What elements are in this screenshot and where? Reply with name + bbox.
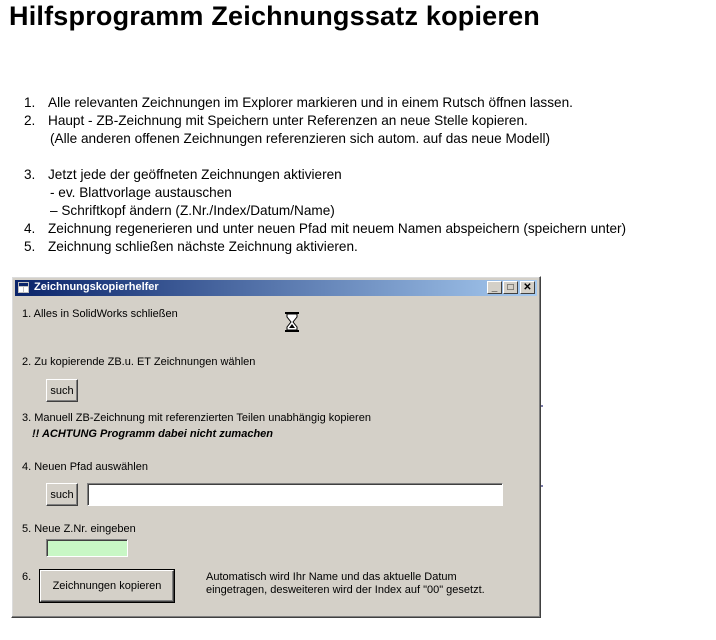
list-item <box>24 130 550 148</box>
select-path-button[interactable]: such <box>46 483 78 506</box>
artifact-dot <box>541 405 543 407</box>
minimize-button[interactable] <box>487 281 502 294</box>
select-drawings-button[interactable]: such <box>46 379 78 402</box>
list-item <box>24 166 342 184</box>
step5-label: 5. Neue Z.Nr. eingeben <box>22 523 136 535</box>
step1-label: 1. Alles in SolidWorks schließen <box>22 308 178 320</box>
list-item <box>24 238 358 256</box>
step6-label: 6. <box>22 571 32 583</box>
path-input[interactable] <box>87 483 503 506</box>
step-text: Zeichnung schließen nächste Zeichnung aktivieren. <box>48 239 358 254</box>
list-item <box>24 202 335 220</box>
list-item <box>24 94 573 112</box>
minimize-icon: _ <box>491 282 498 293</box>
kopierhelfer-window <box>11 276 541 618</box>
copy-drawings-button[interactable]: Zeichnungen kopieren <box>40 570 174 602</box>
maximize-icon: □ <box>507 282 514 293</box>
window-titlebar[interactable] <box>15 280 537 296</box>
info-note-line2: eingetragen, desweiteren wird der Index auf "00" gesetzt. <box>206 584 485 596</box>
maximize-button[interactable] <box>503 281 518 294</box>
step-number: 3. <box>24 167 36 182</box>
step-text: Haupt - ZB-Zeichnung mit Speichern unter Referenzen an neue Stelle kopieren. <box>48 113 528 128</box>
step3-label: 3. Manuell ZB-Zeichnung mit referenzierten Teilen unabhängig kopieren <box>22 412 371 424</box>
drawing-number-input[interactable] <box>46 539 128 557</box>
info-note-line1: Automatisch wird Ihr Name und das aktuelle Datum <box>206 571 457 583</box>
step-text: – Schriftkopf ändern (Z.Nr./Index/Datum/Name) <box>50 203 335 218</box>
step4-label: 4. Neuen Pfad auswählen <box>22 461 148 473</box>
step-number: 2. <box>24 113 36 128</box>
window-title: Zeichnungskopierhelfer <box>34 281 159 293</box>
step-number: 4. <box>24 221 36 236</box>
close-button[interactable] <box>520 281 535 294</box>
step-text: Jetzt jede der geöffneten Zeichnungen aktivieren <box>48 167 342 182</box>
document-title: Hilfsprogramm Zeichnungssatz kopieren <box>9 1 540 31</box>
step-number: 1. <box>24 95 36 110</box>
warning-text: !! ACHTUNG Programm dabei nicht zumachen <box>32 428 274 440</box>
step-text: Zeichnung regenerieren und unter neuen Pfad mit neuem Namen abspeichern (speichern unter) <box>48 221 627 236</box>
step-text: (Alle anderen offenen Zeichnungen referenzieren sich autom. auf das neue Modell) <box>50 131 551 146</box>
app-icon <box>18 282 29 293</box>
artifact-dot <box>541 485 543 487</box>
list-item <box>24 184 232 202</box>
step-text: Alle relevanten Zeichnungen im Explorer markieren und in einem Rutsch öffnen lassen. <box>48 95 573 110</box>
list-item <box>24 220 626 238</box>
hourglass-icon <box>285 312 299 332</box>
close-icon: ✕ <box>523 282 532 293</box>
step-number: 5. <box>24 239 36 254</box>
step-text: - ev. Blattvorlage austauschen <box>50 185 232 200</box>
list-item <box>24 112 528 130</box>
step2-label: 2. Zu kopierende ZB.u. ET Zeichnungen wählen <box>22 356 256 368</box>
